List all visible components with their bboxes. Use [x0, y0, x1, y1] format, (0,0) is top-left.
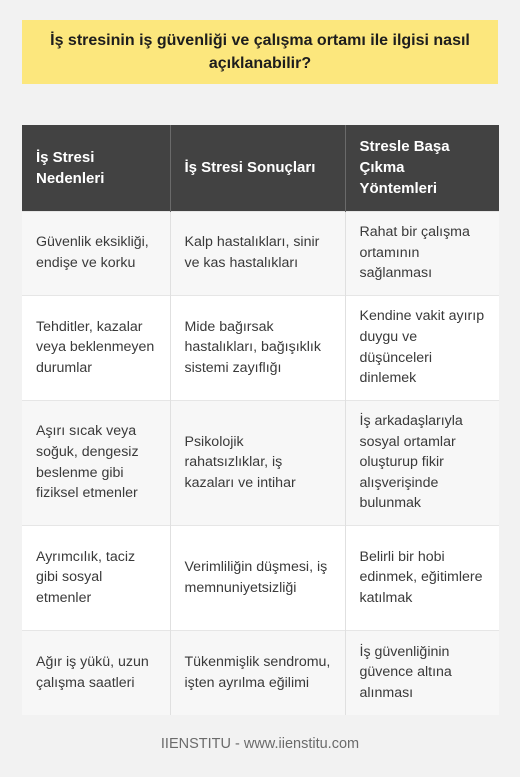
- cell-coping: İş arkadaşlarıyla sosyal ortamlar oluşturup fikir alışverişinde bulunmak: [345, 400, 499, 525]
- cell-cause: Ayrımcılık, taciz gibi sosyal etmenler: [22, 525, 170, 630]
- cell-cause: Tehditler, kazalar veya beklenmeyen durumlar: [22, 295, 170, 400]
- table-row: [22, 211, 499, 295]
- cell-result: Verimliliğin düşmesi, iş memnuniyetsizliği: [170, 525, 345, 630]
- cell-coping: Kendine vakit ayırıp duygu ve düşünceleri dinlemek: [345, 295, 499, 400]
- cell-coping: Rahat bir çalışma ortamının sağlanması: [345, 211, 499, 295]
- cell-cause: Aşırı sıcak veya soğuk, dengesiz beslenme gibi fiziksel etmenler: [22, 400, 170, 525]
- footer-credit: IIENSTITU - www.iienstitu.com: [160, 736, 360, 752]
- header-causes: İş Stresi Nedenleri: [22, 125, 170, 211]
- cell-result: Psikolojik rahatsızlıklar, iş kazaları ve intihar: [170, 400, 345, 525]
- cell-coping: Belirli bir hobi edinmek, eğitimlere katılmak: [345, 525, 499, 630]
- stress-table: [22, 125, 499, 715]
- cell-result: Tükenmişlik sendromu, işten ayrılma eğilimi: [170, 630, 345, 715]
- cell-result: Kalp hastalıkları, sinir ve kas hastalıkları: [170, 211, 345, 295]
- table-header-row: [22, 125, 499, 211]
- cell-result: Mide bağırsak hastalıkları, bağışıklık sistemi zayıflığı: [170, 295, 345, 400]
- cell-cause: Güvenlik eksikliği, endişe ve korku: [22, 211, 170, 295]
- page-title: İş stresinin iş güvenliği ve çalışma ortamı ile ilgisi nasıl açıklanabilir?: [50, 31, 470, 72]
- cell-cause: Ağır iş yükü, uzun çalışma saatleri: [22, 630, 170, 715]
- table-row: [22, 630, 499, 715]
- header-results: İş Stresi Sonuçları: [170, 125, 345, 211]
- table-row: [22, 295, 499, 400]
- header-coping: Stresle Başa Çıkma Yöntemleri: [345, 125, 499, 211]
- title-banner: [22, 20, 498, 84]
- cell-coping: İş güvenliğinin güvence altına alınması: [345, 630, 499, 715]
- table-row: [22, 525, 499, 630]
- table-row: [22, 400, 499, 525]
